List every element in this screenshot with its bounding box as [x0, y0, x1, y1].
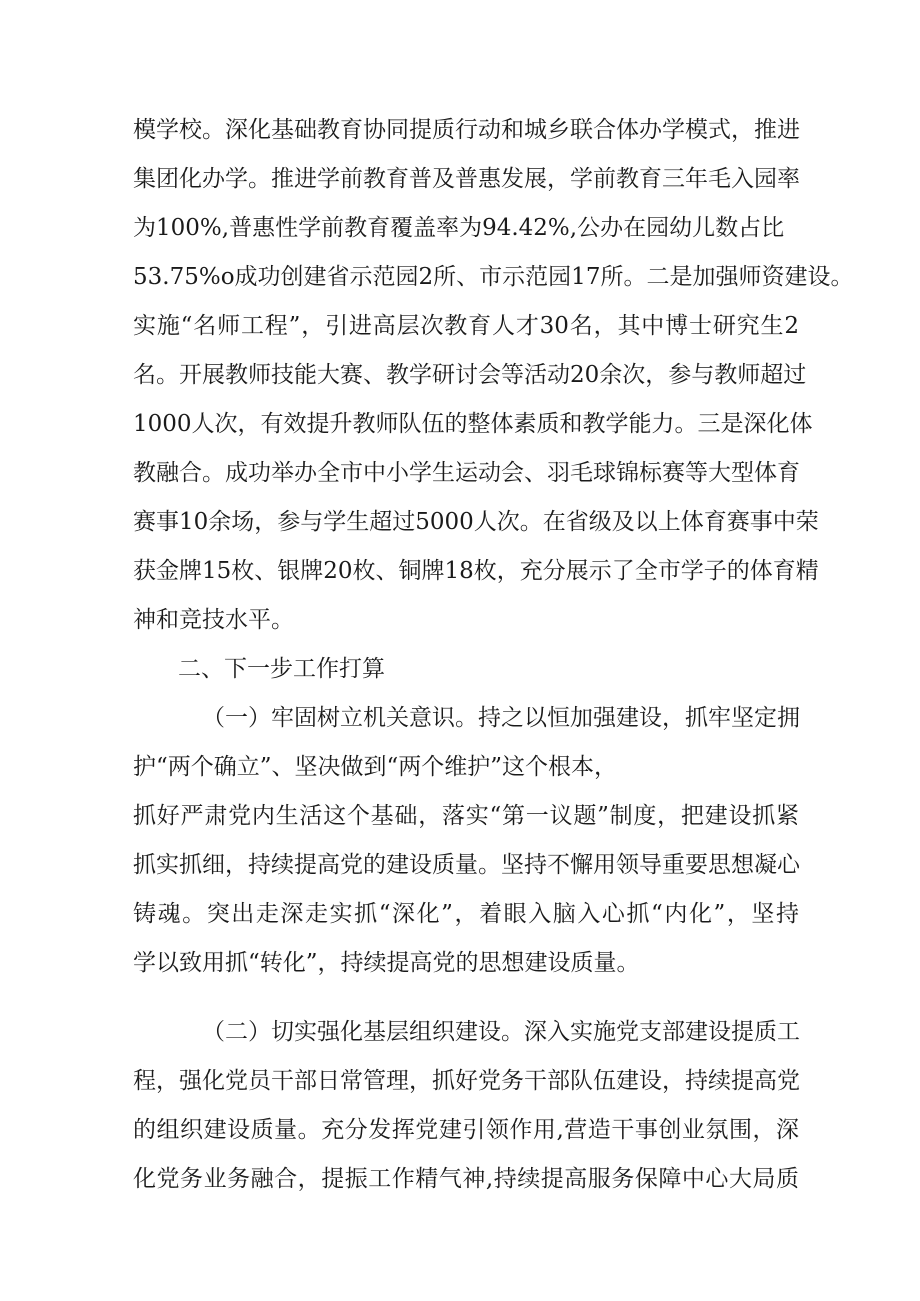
paragraph-first-line: （二）切实强化基层组织建设。深入实施党支部建设提质工: [202, 1019, 800, 1045]
body-text-line: 集团化办学。推进学前教育普及普惠发展，学前教育三年毛入园率: [133, 166, 800, 192]
paragraph-first-line: （一）牢固树立机关意识。持之以恒加强建设，抓牢坚定拥: [202, 705, 800, 731]
body-text-line: 赛事10余场，参与学生超过5000人次。在省级及以上体育赛事中荣: [133, 509, 819, 535]
body-text-line: 抓实抓细，持续提高党的建设质量。坚持不懈用领导重要思想凝心: [133, 852, 800, 878]
body-text-line: 学以致用抓“转化”，持续提高党的思想建设质量。: [133, 950, 640, 976]
body-text-line: 名。开展教师技能大赛、教学研讨会等活动20余次，参与教师超过: [133, 362, 807, 388]
body-text-line: 神和竞技水平。: [133, 607, 294, 633]
body-text-line: 的组织建设质量。充分发挥党建引领作用,营造干事创业氛围，深: [133, 1117, 799, 1143]
body-text-line: 获金牌15枚、银牌20枚、铜牌18枚，充分展示了全市学子的体育精: [133, 558, 819, 584]
body-text-line: 程，强化党员干部日常管理，抓好党务干部队伍建设，持续提高党: [133, 1068, 800, 1094]
body-text-line: 护“两个确立”、坚决做到“两个维护”这个根本，: [133, 754, 618, 780]
body-text-line: 实施“名师工程”，引进高层次教育人才30名，其中博士研究生2: [133, 313, 799, 339]
body-text-line: 抓好严肃党内生活这个基础，落实“第一议题”制度，把建设抓紧: [133, 803, 799, 829]
body-text-line: 教融合。成功举办全市中小学生运动会、羽毛球锦标赛等大型体育: [133, 460, 800, 486]
body-text-line: 1000人次，有效提升教师队伍的整体素质和教学能力。三是深化体: [133, 411, 813, 437]
body-text-line: 铸魂。突出走深走实抓“深化”，着眼入脑入心抓“内化”，坚持: [133, 901, 799, 927]
body-text-line: 模学校。深化基础教育协同提质行动和城乡联合体办学模式，推进: [133, 117, 800, 143]
body-text-line: 为100%,普惠性学前教育覆盖率为94.42%,公办在园幼儿数占比: [133, 215, 785, 241]
body-text-line: 53.75%o成功创建省示范园2所、市示范园17所。二是加强师资建设。: [133, 264, 854, 290]
section-heading: 二、下一步工作打算: [178, 656, 385, 682]
body-text-line: 化党务业务融合，提振工作精气神,持续提高服务保障中心大局质: [133, 1166, 799, 1192]
